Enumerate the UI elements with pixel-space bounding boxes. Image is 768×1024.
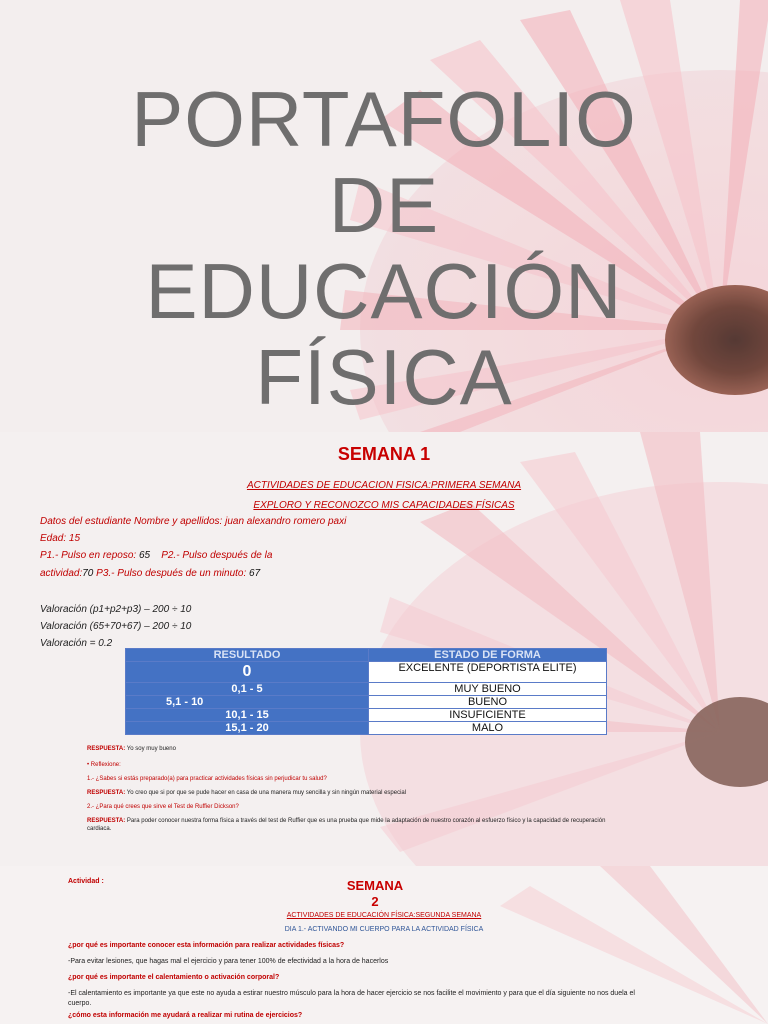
state-cell: MALO [369, 722, 607, 735]
portfolio-title [0, 76, 768, 420]
answer-text: Yo creo que si por que se pude hacer en casa de una manera muy sencilla y sin ningún material especial [126, 790, 407, 796]
answer-line [87, 746, 176, 752]
week2-subtitle: DIA 1.- ACTIVANDO MI CUERPO PARA LA ACTIVIDAD FÍSICA [284, 926, 484, 933]
fitness-table [125, 648, 607, 735]
answer-text-cont: cardiaca. [87, 826, 112, 832]
table-header-row [126, 649, 607, 662]
state-cell: EXCELENTE (DEPORTISTA ELITE) [369, 662, 607, 683]
week1-heading: SEMANA 1 [337, 444, 431, 464]
answer-text: Para poder conocer nuestra forma física a través del test de Ruffier que es una prueba que mide la adaptación de nuestro corazón al esfuerzo físico y la capacidad de recuperación [126, 818, 606, 824]
p1-label: P1.- Pulso en reposo: [40, 550, 137, 561]
answer-line: -Para evitar lesiones, que hagas mal el ejercicio y para tener 100% de efectividad a la hora de hacerlos [68, 958, 389, 965]
table-row [126, 662, 607, 683]
state-cell: MUY BUENO [369, 683, 607, 696]
reflections-label: • Reflexione: [87, 762, 121, 768]
result-cell: 0 [126, 662, 369, 683]
p2-label-cont: actividad: [40, 568, 83, 579]
table-row [126, 722, 607, 735]
question-line: ¿por qué es importante conocer esta información para realizar actividades físicas? [68, 942, 345, 949]
question-line: 2.- ¿Para qué crees que sirve el Test de Ruffier Dickson? [87, 804, 239, 810]
table-header: ESTADO DE FORMA [369, 649, 607, 662]
answer-label: RESPUESTA: [87, 818, 126, 824]
p2-value: 70 [82, 568, 94, 579]
week2-subtitle: ACTIVIDADES DE EDUCACIÓN FÍSICA:SEGUNDA SEMANA [286, 912, 482, 919]
pulse-line [40, 550, 272, 561]
table-row [126, 683, 607, 696]
table-row [126, 696, 607, 709]
table-row [126, 709, 607, 722]
question-line: ¿por qué es importante el calentamiento o activación corporal? [68, 974, 280, 981]
answer-label: RESPUESTA: [87, 746, 126, 752]
title-line: DE [328, 161, 440, 249]
week1-subtitle: EXPLORO Y RECONOZCO MIS CAPACIDADES FÍSICAS [253, 500, 515, 511]
week2-heading [340, 878, 410, 910]
pulse-line [40, 568, 260, 579]
p2-label: P2.- Pulso después de la [161, 550, 273, 561]
title-line: FÍSICA [255, 333, 513, 421]
week1-slide [0, 432, 768, 866]
table-header: RESULTADO [126, 649, 369, 662]
question-line: ¿cómo esta información me ayudará a realizar mi rutina de ejercicios? [68, 1012, 303, 1019]
cover-slide [0, 0, 768, 432]
valuation-substitution: Valoración (65+70+67) – 200 ÷ 10 [40, 621, 192, 632]
p3-value: 67 [249, 568, 261, 579]
week2-slide [0, 866, 768, 1024]
valuation-result: Valoración = 0.2 [40, 638, 113, 649]
week1-subtitle: ACTIVIDADES DE EDUCACION FISICA:PRIMERA SEMANA [246, 480, 522, 491]
answer-line: -El calentamiento es importante ya que este no ayuda a estirar nuestro músculo para la hora de hacer ejercicio se nos facilite el movimiento y para que el día siguiente no nos duela el [68, 990, 635, 997]
result-cell: 15,1 - 20 [126, 722, 369, 735]
answer-label: RESPUESTA: [87, 790, 126, 796]
p1-value: 65 [138, 550, 151, 561]
title-line: PORTAFOLIO [131, 75, 637, 163]
activity-label: Actividad : [68, 878, 104, 885]
week2-heading-word: SEMANA [346, 878, 404, 893]
state-cell: INSUFICIENTE [369, 709, 607, 722]
result-cell: 5,1 - 10 [126, 696, 369, 709]
age-line: Edad: 15 [40, 533, 81, 544]
title-line: EDUCACIÓN [145, 247, 623, 335]
result-cell: 10,1 - 15 [126, 709, 369, 722]
week2-heading-number: 2 [371, 894, 379, 909]
answer-text: Yo soy muy bueno [126, 746, 176, 752]
student-name-line: Datos del estudiante Nombre y apellidos: juan alexandro romero paxi [40, 516, 347, 527]
answer-line [87, 818, 605, 824]
answer-line-cont: cuerpo. [68, 1000, 92, 1007]
valuation-formula: Valoración (p1+p2+p3) – 200 ÷ 10 [40, 604, 192, 615]
p3-label: P3.- Pulso después de un minuto: [96, 568, 247, 579]
answer-line [87, 790, 406, 796]
result-cell: 0,1 - 5 [126, 683, 369, 696]
question-line: 1.- ¿Sabes si estás preparado(a) para practicar actividades físicas sin perjudicar tu salud? [87, 776, 327, 782]
state-cell: BUENO [369, 696, 607, 709]
